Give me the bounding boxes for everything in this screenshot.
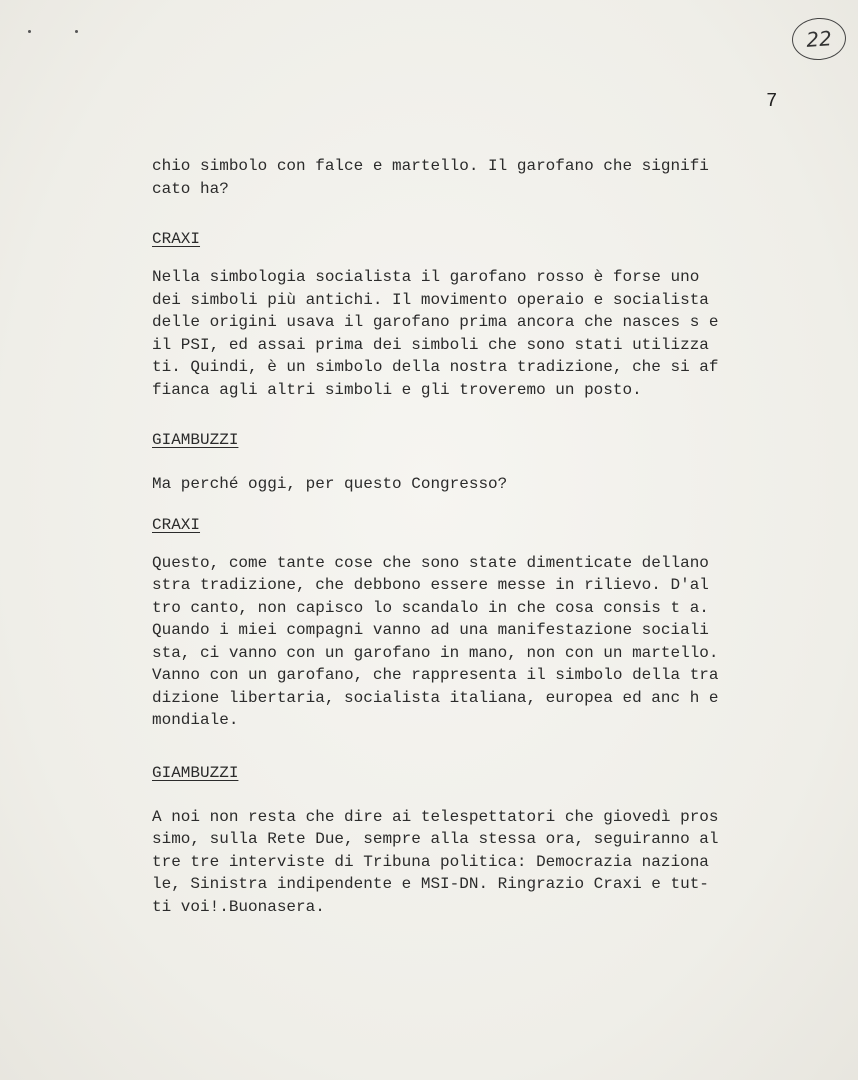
text-line: Quando i miei compagni vanno ad una manifestazione sociali (152, 621, 709, 639)
text-line: sta, ci vanno con un garofano in mano, non con un martello. (152, 643, 719, 662)
text-line: A noi non resta che dire ai telespettatori che giovedì pros (152, 807, 719, 826)
text-line: Nella simbologia socialista il garofano rosso è forse uno (152, 268, 700, 286)
transcript-body (152, 155, 792, 918)
intro-paragraph (152, 155, 792, 200)
paper-speck (75, 30, 78, 33)
page-number: 7 (766, 90, 778, 112)
text-line: dizione libertaria, socialista italiana, europea ed anc h e (152, 688, 719, 707)
text-line: chio simbolo con falce e martello. Il garofano che signifi (152, 157, 709, 175)
text-line: il PSI, ed assai prima dei simboli che sono stati utilizza (152, 335, 709, 354)
text-line: fianca agli altri simboli e gli troveremo un posto. (152, 380, 642, 399)
text-line: simo, sulla Rete Due, sempre alla stessa ora, seguiranno al (152, 830, 719, 848)
text-line: stra tradizione, che debbono essere messe in rilievo. D'al (152, 576, 709, 594)
speaker-label-giambuzzi: GIAMBUZZI (152, 763, 239, 782)
speaker-label-giambuzzi: GIAMBUZZI (152, 431, 239, 449)
craxi-answer-paragraph (152, 552, 792, 732)
speaker-label-craxi: CRAXI (152, 230, 201, 248)
speaker-label-craxi: CRAXI (152, 515, 201, 534)
giambuzzi-question-paragraph (152, 473, 792, 496)
paper-speck (28, 30, 31, 33)
text-line: dei simboli più antichi. Il movimento operaio e socialista (152, 290, 709, 309)
text-line: Vanno con un garofano, che rappresenta il simbolo della tra (152, 666, 719, 684)
text-line: mondiale. (152, 711, 239, 729)
craxi-answer-paragraph (152, 266, 792, 401)
text-line: ti. Quindi, è un simbolo della nostra tradizione, che si af (152, 358, 719, 376)
text-line: Questo, come tante cose che sono state dimenticate dellano (152, 553, 709, 572)
text-line: le, Sinistra indipendente e MSI-DN. Ringrazio Craxi e tut- (152, 875, 709, 893)
text-line: Ma perché oggi, per questo Congresso? (152, 475, 508, 493)
text-line: cato ha? (152, 179, 229, 198)
closing-paragraph (152, 806, 792, 919)
circled-page-annotation: 22 (791, 16, 848, 62)
text-line: ti voi!.Buonasera. (152, 897, 325, 916)
text-line: delle origini usava il garofano prima ancora che nasces s e (152, 313, 719, 331)
text-line: tre tre interviste di Tribuna politica: Democrazia naziona (152, 852, 709, 871)
text-line: tro canto, non capisco lo scandalo in che cosa consis t a. (152, 598, 709, 617)
